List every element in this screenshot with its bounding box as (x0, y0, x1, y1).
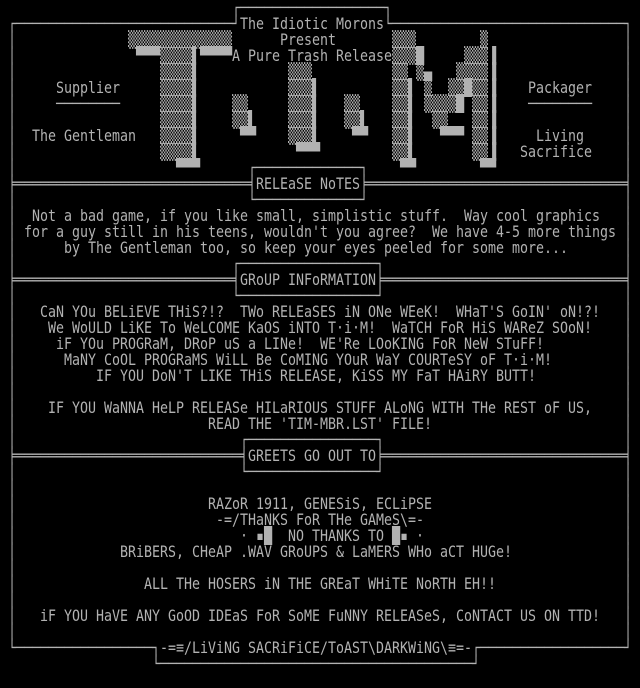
screen-row: │ │ (0, 558, 640, 577)
screen-row: │ -=/THaNKS FoR THe GAMeS\=- │ (0, 510, 640, 529)
screen-row: ┌───────────────────────────┘The Idiotic Morons└─────────────────────────────┐ (0, 14, 640, 33)
screen-row: │ ▒▒▒▒▒▒▒▒▒▒▒▒▒ Present ▒▒▒ ▒ │ (0, 30, 640, 49)
screen-row: │ by The Gentleman too, so keep your eyes peeled for some more... │ (0, 238, 640, 257)
screen-row: │ ▒▒▒▒▌ ▒▒▒ ▒▒ ▒▄ ▒▒▒▒▐ │ (0, 62, 640, 81)
screen-row: │ for a guy still in his teens, wouldn't you agree? We have 4-5 more things │ (0, 222, 640, 241)
screen-row: │ iF YOU HaVE ANY GoOD IDEaS FoR SoME FuNNY RELEASeS, CoNTACT US ON TTD! │ (0, 606, 640, 625)
screen-row: │ BRiBERS, CHeAP .WAV GRoUPS & LaMERS WHo aCT HUGe! │ (0, 542, 640, 561)
screen-row: ╞═════════════════════════════╡RELEaSE NoTES╞════════════════════════════════╡ (0, 174, 640, 193)
screen-row: │ └─────────────┘ │ (0, 190, 640, 209)
screen-row: │ ┌─────────────────┐ │ (0, 254, 640, 273)
screen-row: │ ALL THe HOSERS iN THE GREaT WHiTE NoRTH EH!! │ (0, 574, 640, 593)
screen-row: └───────────────────────────────────────┘ (0, 654, 640, 673)
screen-row (0, 672, 532, 688)
screen-row: │ IF YOU WaNNA HeLP RELEASe HILaRIOUS STUFF ALoNG WITH THe REST oF US, │ (0, 398, 640, 417)
screen-row: │ Supplier ▒▒▒▒▌ ▒▒▒▌ ▒▒▌ ▒ ▒▒█▒▒▐ Packager │ (0, 78, 640, 97)
screen-row: │ │ (0, 478, 640, 497)
screen-row: │ ──────── ▒▒▒▒▌ ▒▒ ▒▒▒▌ ▒▒ ▒▒▌ ▒▒▒▒█ ▒▒▐ ──────── │ (0, 94, 640, 113)
screen-row: │ ▀▀▀▒▒▒▒▌▀▀▀▀A Pure Trash Release▒▒▒█ ▒▒▒▐ │ (0, 46, 640, 65)
screen-row: │ ┌────────────────┐ │ (0, 430, 640, 449)
screen-row: │ Not a bad game, if you like small, simplistic stuff. Way cool graphics │ (0, 206, 640, 225)
screen-row: │ ▀▀▀ ┌─────────────┐ ▀▀ ▀▀ │ (0, 158, 640, 177)
screen-row: │ iF YOu PROGRaM, DRoP uS a LINe! WE'Re LOoKING FoR NeW STuFF! │ (0, 334, 640, 353)
screen-row: │ · ▪█ NO THANKS TO █▪ · │ (0, 526, 640, 545)
screen-row: │ ▒▒▒▒▌ ▒▒▌ ▒▒▒▌ ▒▒▌ ▒▒▌ ▒▒ ▒▒▐ │ (0, 110, 640, 129)
screen-row: │ ▒▒▒▒▌ ▀▀▀ ▒▒▌ ▒▒▐ Sacrifice │ (0, 142, 640, 161)
screen-row: │ │ (0, 590, 640, 609)
screen-row: │ MaNY CoOL PROGRaMS WiLL Be CoMING YOuR WaY COURTeSY oF T·i·M! │ (0, 350, 640, 369)
screen-row: │ └─────────────────┘ │ (0, 286, 640, 305)
screen-row: │ │ (0, 382, 640, 401)
screen-row: │ CaN YOu BELiEVE THiS?!? TWo RELEaSES iN ONe WEeK! WHaT'S GoIN' oN!?! │ (0, 302, 640, 321)
screen-row: ┌──────────────────┐ (0, 0, 640, 17)
screen-row: ╞═══════════════════════════╡GRoUP INFoRMATION╞══════════════════════════════╡ (0, 270, 640, 289)
screen-row: │ The Gentleman ▒▒▒▒▌ ▀▀ ▒▒▒▌ ▀▀ ▒▒▌ ▀▀▀ ▒▒▐ Living │ (0, 126, 640, 145)
screen-row: │ RAZoR 1911, GENESiS, ECLiPSE │ (0, 494, 640, 513)
screen-row: │ READ THE 'TIM-MBR.LST' FILE! │ (0, 414, 640, 433)
screen-row: │ IF YOU DoN'T LIKE THiS RELEASE, KiSS MY FaT HAiRY BUTT! │ (0, 366, 640, 385)
screen-row: └─────────────────┐-=≡/LiViNG SACRiFiCE/ToAST\DARKWiNG\≡=-┌──────────────────┘ (0, 638, 640, 657)
screen-row: │ We WoULD LiKE To WeLCOME KaOS iNTO T·i·M! WaTCH FoR HiS WAReZ SOoN! │ (0, 318, 640, 337)
screen-row: │ │ (0, 622, 640, 641)
screen-row: │ └────────────────┘ │ (0, 462, 640, 481)
screen-row: ╞════════════════════════════╡GREETS GO OUT TO╞══════════════════════════════╡ (0, 446, 640, 465)
